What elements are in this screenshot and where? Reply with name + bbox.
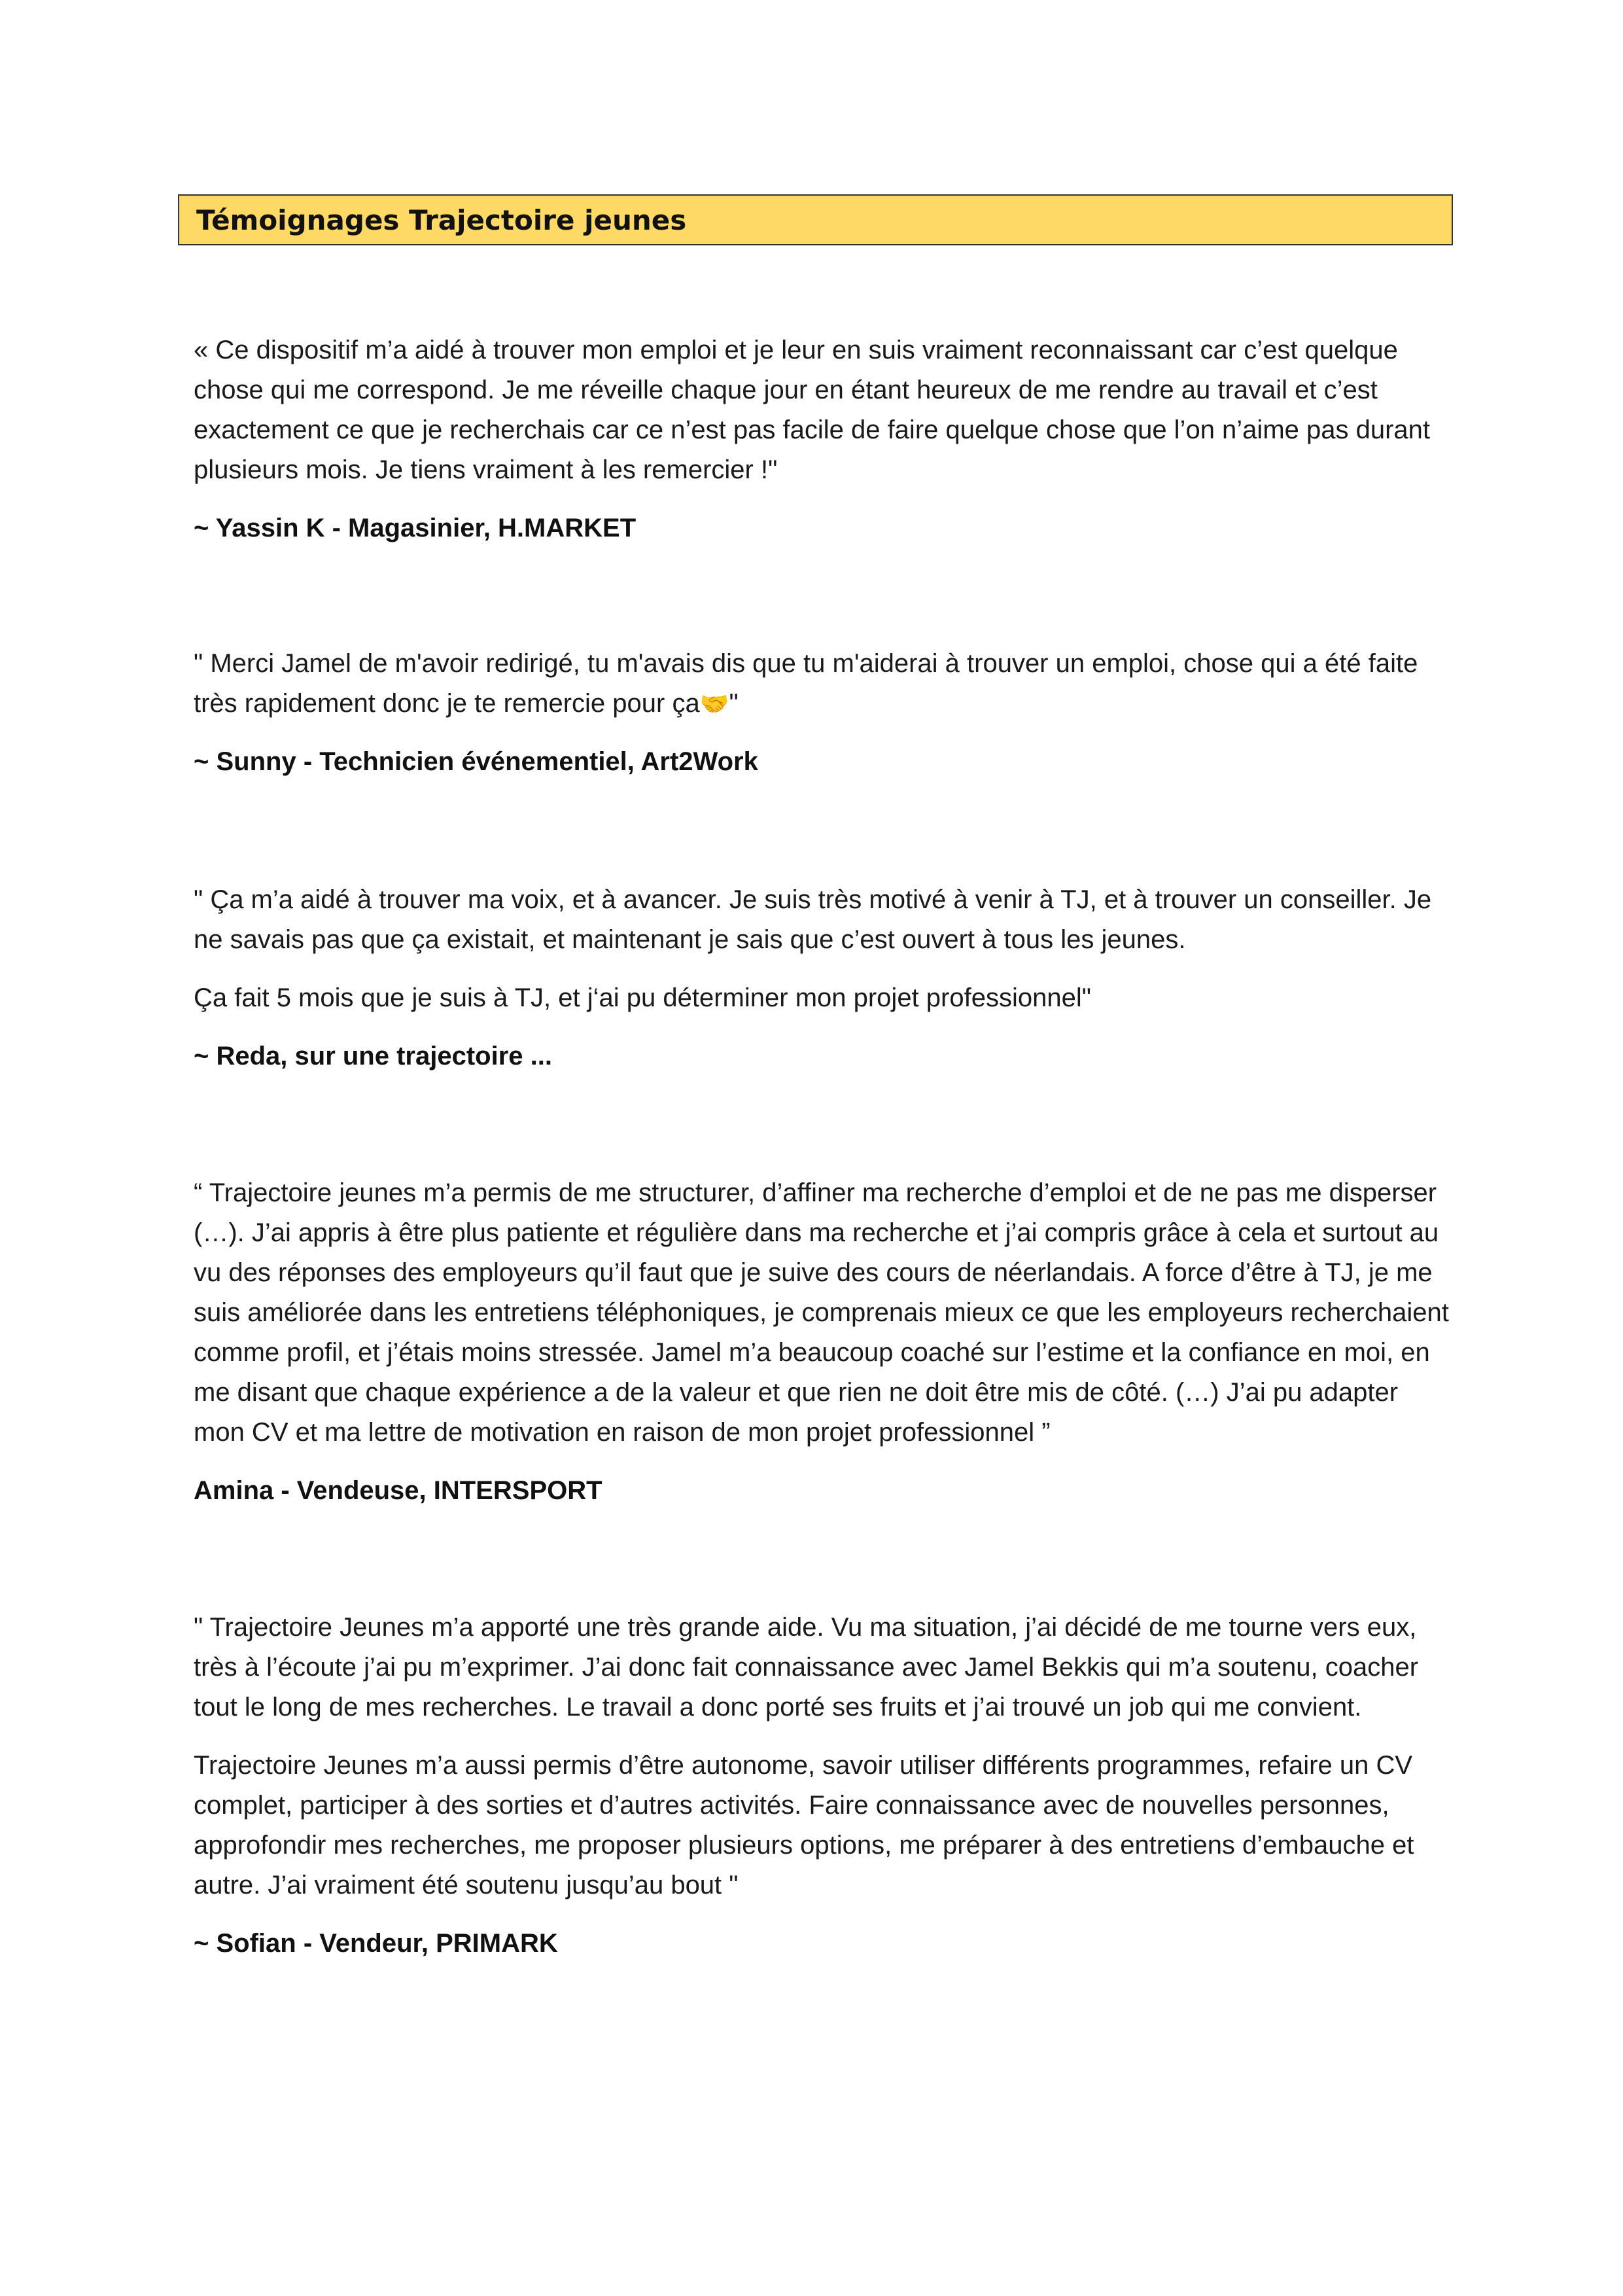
title-banner [178, 194, 1453, 245]
testimonial-author: ~ Yassin K - Magasinier, H.MARKET [194, 514, 637, 542]
testimonial-amina [194, 1173, 1450, 1511]
quote-text: " Merci Jamel de m'avoir redirigé, tu m'avais dis que tu m'aiderai à trouver un emploi, chose qui a été faite très rapidement donc je te remercie pour ça [194, 649, 1418, 718]
testimonial-author: Amina - Vendeuse, INTERSPORT [194, 1476, 602, 1505]
testimonial-quote: « Ce dispositif m’a aidé à trouver mon emploi et je leur en suis vraiment reconnaissant car c’est quelque chose qui me correspond. Je me réveille chaque jour en étant heureux de me rendre au travail et c’est exactement ce que je recherchais car ce n’est pas facile de faire quelque chose que l’on n’aime pas durant plusieurs mois. Je tiens vraiment à les remercier !" [194, 336, 1431, 484]
testimonial-quote-continued: Ça fait 5 mois que je suis à TJ, et j‘ai pu déterminer mon projet professionnel" [194, 983, 1091, 1012]
testimonial-sunny [194, 644, 1450, 782]
quote-closing: " [729, 689, 739, 718]
testimonial-reda [194, 880, 1450, 1076]
testimonial-author: ~ Reda, sur une trajectoire ... [194, 1042, 552, 1070]
testimonial-author: ~ Sunny - Technicien événementiel, Art2Work [194, 747, 758, 776]
testimonial-yassin [194, 330, 1450, 548]
testimonial-author: ~ Sofian - Vendeur, PRIMARK [194, 1929, 558, 1958]
testimonials-list [194, 330, 1450, 1964]
testimonial-quote: " Trajectoire Jeunes m’a apporté une très grande aide. Vu ma situation, j’ai décidé de me tourne vers eux, très à l’écoute j’ai pu m’exprimer. J’ai donc fait connaissance avec Jamel Bekkis qui m’a soutenu, coacher tout le long de mes recherches. Le travail a donc porté ses fruits et j’ai trouvé un job qui me convient. [194, 1613, 1419, 1722]
page-title: Témoignages Trajectoire jeunes [196, 203, 687, 236]
testimonial-sofian [194, 1608, 1450, 1964]
testimonial-quote: " Ça m’a aidé à trouver ma voix, et à avancer. Je suis très motivé à venir à TJ, et à trouver un conseiller. Je ne savais pas que ça existait, et maintenant je sais que c’est ouvert à tous les jeunes. [194, 885, 1432, 954]
testimonial-quote: “ Trajectoire jeunes m’a permis de me structurer, d’affiner ma recherche d’emploi et de ne pas me disperser (…). J’ai appris à être plus patiente et régulière dans ma recherche et j’ai compris grâce à cela et surtout au vu des réponses des employeurs qu’il faut que je suive des cours de néerlandais. A force d’être à TJ, je me suis améliorée dans les entretiens téléphoniques, je comprenais mieux ce que les employeurs recherchaient comme profil, et j’étais moins stressée. Jamel m’a beaucoup coaché sur l’estime et la confiance en moi, en me disant que chaque expérience a de la valeur et que rien ne doit être mis de côté. (…) J’ai pu adapter mon CV et ma lettre de motivation en raison de mon projet professionnel ” [194, 1178, 1449, 1447]
handshake-icon: 🤝 [699, 690, 729, 717]
testimonial-quote [194, 644, 1450, 724]
testimonial-quote-continued: Trajectoire Jeunes m’a aussi permis d’être autonome, savoir utiliser différents programmes, refaire un CV complet, participer à des sorties et d’autres activités. Faire connaissance avec de nouvelles personnes, approfondir mes recherches, me proposer plusieurs options, me préparer à des entretiens d’embauche et autre. J’ai vraiment été soutenu jusqu’au bout " [194, 1751, 1414, 1899]
